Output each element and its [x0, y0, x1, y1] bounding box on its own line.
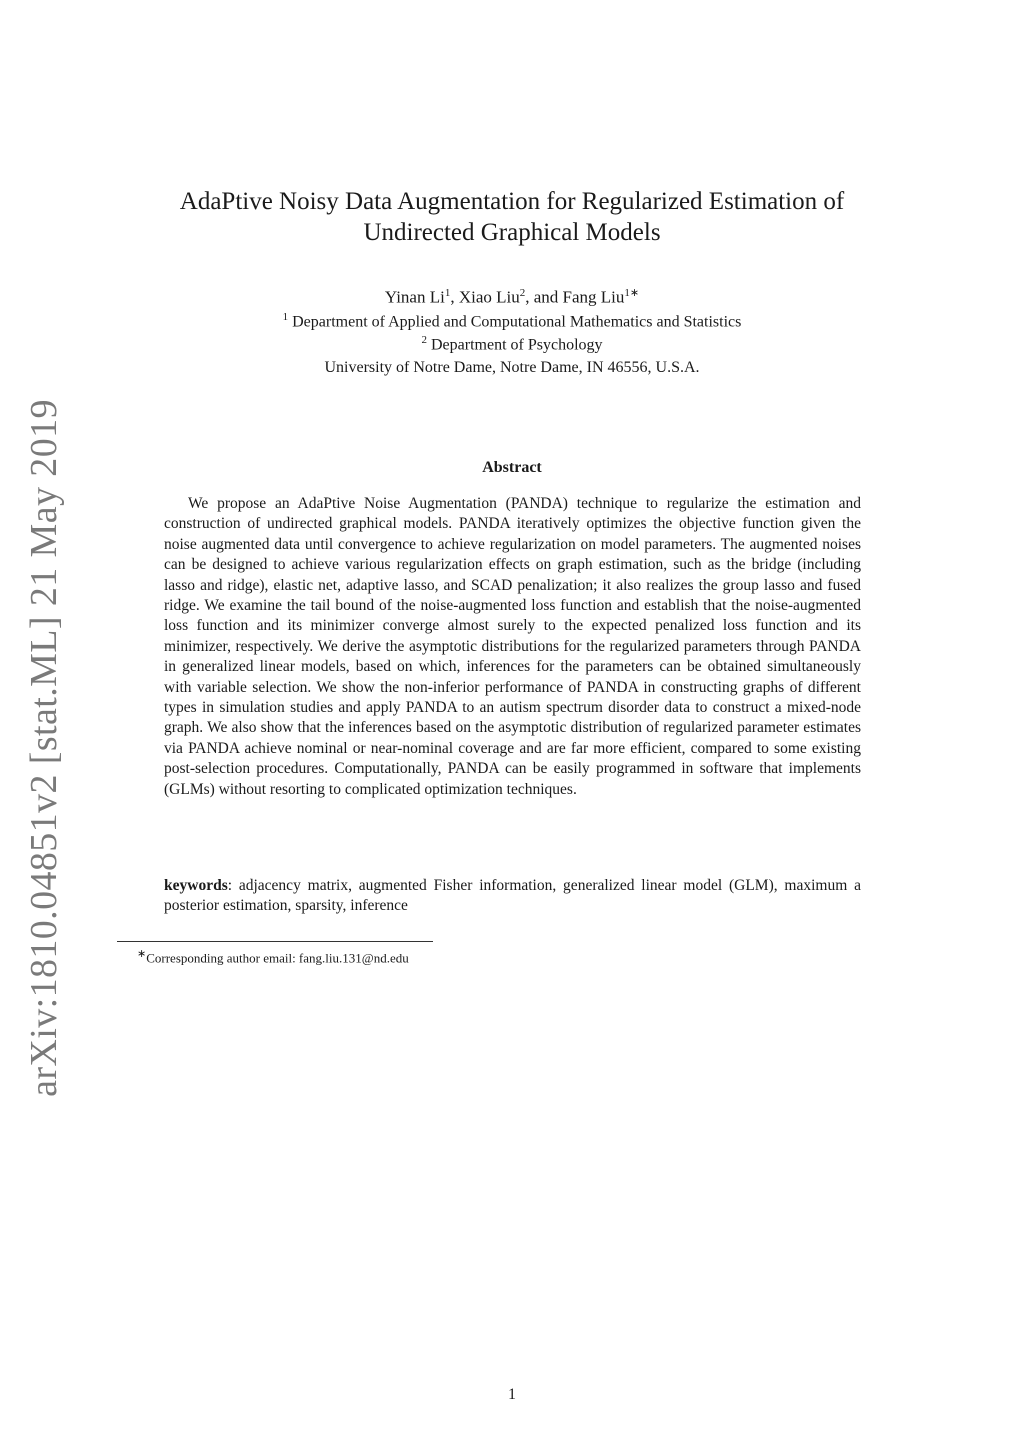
- affiliation-mark: 1: [282, 311, 289, 323]
- arxiv-identifier: arXiv:1810.04851v2 [stat.ML] 21 May 2019: [23, 399, 65, 1097]
- keywords-text: : adjacency matrix, augmented Fisher information, generalized linear model (GLM), maximum a posterior estimation, sparsity, inference: [164, 877, 861, 915]
- affiliation-line: [0, 311, 1024, 331]
- footnote-text: Corresponding author email: fang.liu.131@nd.edu: [146, 950, 409, 966]
- abstract-body: We propose an AdaPtive Noise Augmentation (PANDA) technique to regularize the estimation and construction of undirected graphical models. PANDA iteratively optimizes the objective function given the noise augmented data until convergence to achieve regularization on model parameters. The augmented noises can be designed to achieve various regularization effects on graph estimation, such as the bridge (including lasso and ridge), elastic net, adaptive lasso, and SCAD penalization; it also realizes the group lasso and fused ridge. We examine the tail bound of the noise-augmented loss function and establish that the noise-augmented loss function and its minimizer converge almost surely to the expected penalized loss function and its minimizer, respectively. We derive the asymptotic distributions for the regularized parameters through PANDA in generalized linear models, based on which, inferences for the parameters can be obtained simultaneously with variable selection. We show the non-inferior performance of PANDA in constructing graphs of different types in simulation studies and apply PANDA to an autism spectrum disorder data to construct a mixed-node graph. We also show that the inferences based on the asymptotic distribution of regularized parameter estimates via PANDA achieve nominal or near-nominal coverage and are far more efficient, compared to some existing post-selection procedures. Computationally, PANDA can be easily programmed in software that implements (GLMs) without resorting to complicated optimization techniques.: [164, 495, 861, 798]
- paper-title-line-1: AdaPtive Noisy Data Augmentation for Regularized Estimation of: [179, 188, 845, 215]
- footnote-mark: ∗: [137, 948, 147, 960]
- affiliation-line: [0, 334, 1024, 354]
- page-number: 1: [508, 1386, 516, 1403]
- abstract-heading: Abstract: [482, 459, 542, 476]
- affiliation-text: Department of Applied and Computational Mathematics and Statistics: [292, 313, 742, 331]
- author-affiliation-mark: 1: [444, 287, 451, 299]
- footnote: [137, 947, 409, 966]
- paper-title: [0, 186, 1024, 248]
- author-affiliation-mark: 1∗: [624, 287, 640, 299]
- keywords-label: keywords: [164, 877, 228, 894]
- affiliation-mark: 2: [421, 334, 427, 346]
- author-affiliation-mark: 2: [519, 287, 526, 299]
- affiliation-text: Department of Psychology: [430, 336, 603, 354]
- author-name: Xiao Liu: [458, 287, 520, 307]
- affiliation-text: University of Notre Dame, Notre Dame, IN 46556, U.S.A.: [324, 359, 700, 376]
- footnote-divider: [117, 941, 433, 942]
- author-name: Yinan Li: [384, 287, 445, 307]
- keywords-paragraph: [164, 876, 861, 917]
- author-name: Fang Liu: [562, 287, 625, 307]
- affiliation-line: [0, 359, 1024, 377]
- author-list: Yinan Li$^1$, Xiao Liu$^2$, and Fang Liu$^{1∗}$: [384, 287, 640, 307]
- paper-title-line-2: Undirected Graphical Models: [363, 219, 661, 246]
